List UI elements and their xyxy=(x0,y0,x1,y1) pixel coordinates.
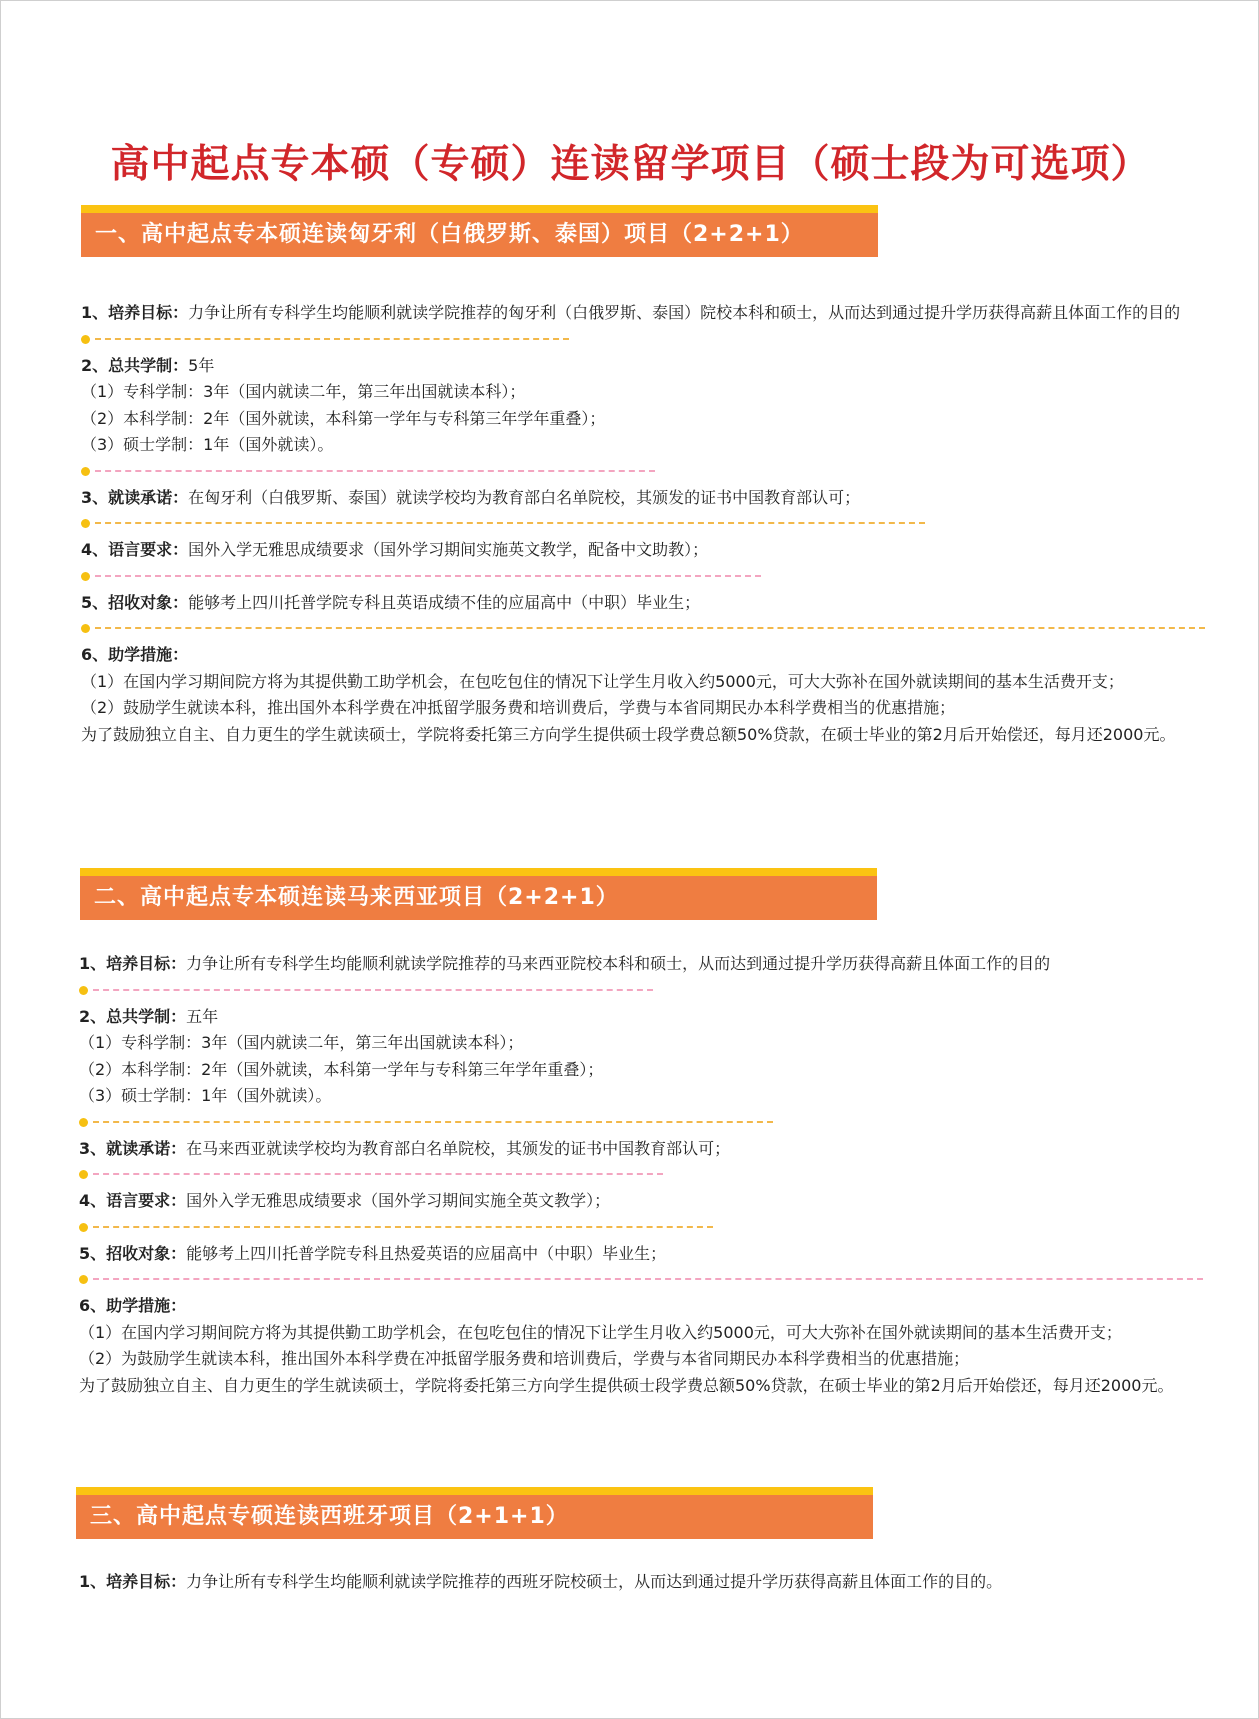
item-line: （2）为鼓励学生就读本科，推出国外本科学费在冲抵留学服务费和培训费后，学费与本省同期民办本科学费相当的优惠措施； xyxy=(79,1349,970,1368)
item-duration: 2、总共学制：5年 xyxy=(81,355,215,375)
item-line: （2）本科学制：2年（国外就读，本科第一学年与专科第三年学年重叠）； xyxy=(81,408,606,428)
dashed-divider xyxy=(81,624,1206,632)
item-commitment: 3、就读承诺：在匈牙利（白俄罗斯、泰国）就读学校均为教育部白名单院校，其颁发的证书中国教育部认可； xyxy=(81,487,861,507)
item-line: （2）鼓励学生就读本科，推出国外本科学费在冲抵留学服务费和培训费后，学费与本省同期民办本科学费相当的优惠措施； xyxy=(81,698,956,717)
section-header-malaysia xyxy=(80,868,877,920)
dashed-divider xyxy=(81,519,1206,527)
section-header-text: 三、高中起点专硕连读西班牙项目（2+1+1） xyxy=(90,1504,569,1529)
item-duration: 2、总共学制：五年 xyxy=(79,1006,219,1026)
dashed-divider xyxy=(79,1223,1204,1231)
dashed-divider xyxy=(79,986,1204,994)
section-header-spain xyxy=(76,1487,873,1539)
item-line: 为了鼓励独立自主、自力更生的学生就读硕士，学院将委托第三方向学生提供硕士段学费总额50%贷款，在硕士毕业的第2月后开始偿还，每月还2000元。 xyxy=(81,724,1176,744)
item-line: 为了鼓励独立自主、自力更生的学生就读硕士，学院将委托第三方向学生提供硕士段学费总额50%贷款，在硕士毕业的第2月后开始偿还，每月还2000元。 xyxy=(79,1375,1174,1395)
item-commitment: 3、就读承诺：在马来西亚就读学校均为教育部白名单院校，其颁发的证书中国教育部认可； xyxy=(79,1138,731,1158)
item-enrollment: 5、招收对象：能够考上四川托普学院专科且热爱英语的应届高中（中职）毕业生； xyxy=(79,1243,667,1263)
item-line: （3）硕士学制：1年（国外就读）。 xyxy=(81,435,334,454)
item-language: 4、语言要求：国外入学无雅思成绩要求（国外学习期间实施英文教学，配备中文助教）； xyxy=(81,540,709,559)
section-body-hungary xyxy=(81,300,1206,748)
item-financial-aid: 6、助学措施： xyxy=(79,1296,187,1315)
dashed-divider xyxy=(79,1170,1204,1178)
dashed-divider xyxy=(81,335,1206,343)
item-line: （1）专科学制：3年（国内就读二年，第三年出国就读本科）； xyxy=(79,1033,524,1052)
item-enrollment: 5、招收对象：能够考上四川托普学院专科且英语成绩不佳的应届高中（中职）毕业生； xyxy=(81,592,701,612)
item-line: （1）专科学制：3年（国内就读二年，第三年出国就读本科）； xyxy=(81,382,526,401)
item-line: （3）硕士学制：1年（国外就读）。 xyxy=(79,1086,332,1105)
item-line: （2）本科学制：2年（国外就读，本科第一学年与专科第三年学年重叠）； xyxy=(79,1059,604,1079)
page-title: 高中起点专本硕（专硕）连读留学项目（硕士段为可选项） xyxy=(110,142,1151,187)
section-header-hungary xyxy=(81,205,878,257)
item-language: 4、语言要求：国外入学无雅思成绩要求（国外学习期间实施全英文教学）； xyxy=(79,1191,611,1210)
item-training-goal: 1、培养目标：力争让所有专科学生均能顺利就读学院推荐的匈牙利（白俄罗斯、泰国）院校本科和硕士，从而达到通过提升学历获得高薪且体面工作的目的 xyxy=(81,303,1181,322)
dashed-divider xyxy=(81,467,1206,475)
item-line: （1）在国内学习期间院方将为其提供勤工助学机会，在包吃包住的情况下让学生月收入约5000元，可大大弥补在国外就读期间的基本生活费开支； xyxy=(81,671,1124,691)
section-body-spain xyxy=(79,1569,1204,1596)
section-header-text: 一、高中起点专本硕连读匈牙利（白俄罗斯、泰国）项目（2+2+1） xyxy=(95,222,804,247)
item-training-goal: 1、培养目标：力争让所有专科学生均能顺利就读学院推荐的西班牙院校硕士，从而达到通过提升学历获得高薪且体面工作的目的。 xyxy=(79,1572,1003,1591)
section-body-malaysia xyxy=(79,951,1204,1399)
item-line: （1）在国内学习期间院方将为其提供勤工助学机会，在包吃包住的情况下让学生月收入约5000元，可大大弥补在国外就读期间的基本生活费开支； xyxy=(79,1322,1122,1342)
item-financial-aid: 6、助学措施： xyxy=(81,645,189,664)
dashed-divider xyxy=(79,1118,1204,1126)
section-header-text: 二、高中起点专本硕连读马来西亚项目（2+2+1） xyxy=(94,885,619,910)
dashed-divider xyxy=(79,1275,1204,1283)
item-training-goal: 1、培养目标：力争让所有专科学生均能顺利就读学院推荐的马来西亚院校本科和硕士，从而达到通过提升学历获得高薪且体面工作的目的 xyxy=(79,954,1051,973)
dashed-divider xyxy=(81,572,1206,580)
